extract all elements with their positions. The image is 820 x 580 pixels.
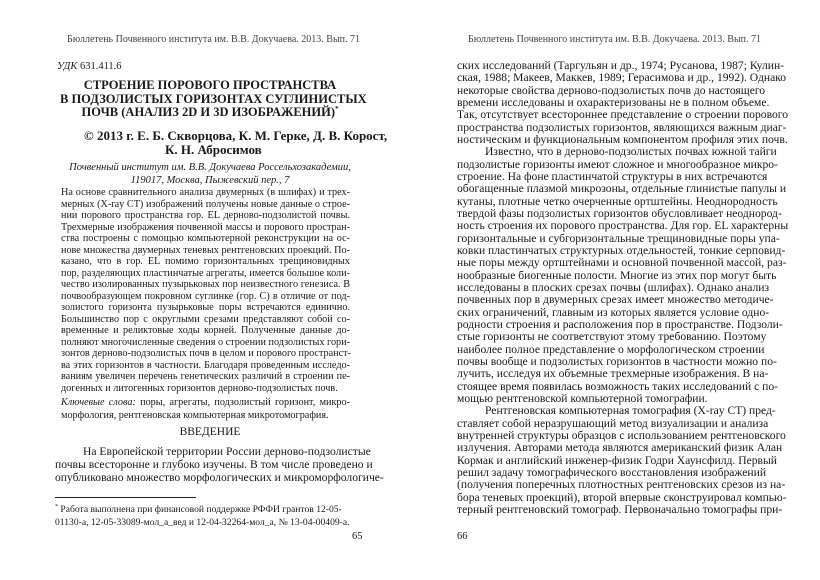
title-line bbox=[60, 105, 360, 120]
text-line: Кормак и английский инженер-физик Годри Хаунсфилд. Первый bbox=[457, 453, 778, 467]
udk-value: 631.411.6 bbox=[79, 61, 122, 72]
text-line: нообразные биогенные полости. Многие из этих пор могут быть bbox=[457, 268, 777, 282]
keywords-label: Ключевые слова: bbox=[61, 397, 136, 408]
text-line: ства построены с помощью компьютерной реконструкции на ос- bbox=[61, 233, 350, 244]
text-line: Большинство пор с округлыми срезами представляют собой со- bbox=[61, 313, 350, 325]
text-line: почвообразующем покровном суглинке (гор. С) в отличие от под- bbox=[61, 290, 350, 302]
text-line: почвы вообще и подзолистых горизонтов в частности можно по- bbox=[457, 354, 777, 368]
text-line: исследованы в плоских срезах почвы (шлифах). Однако анализ bbox=[457, 280, 770, 294]
text-line: стоящее время появилась возможность таких исследований с по- bbox=[457, 379, 779, 393]
text-line: пор, разделяющих пластинчатые агрегаты, имеется большое коли- bbox=[61, 267, 350, 279]
keywords-text: поры, агрегаты, подзолистый горизонт, микро- bbox=[140, 397, 350, 408]
footnote-marker: * bbox=[55, 504, 58, 510]
udk-label: УДК bbox=[57, 61, 78, 72]
page-number: 66 bbox=[457, 531, 468, 542]
section-heading: ВВЕДЕНИЕ bbox=[179, 426, 241, 438]
keywords-line bbox=[61, 397, 350, 408]
text-line: лучить, исследуя их объемные трехмерные изображения. В на- bbox=[457, 367, 769, 381]
running-header: Бюллетень Почвенного института им. В.В. Докучаева. 2013. Вып. 71 bbox=[67, 34, 361, 45]
title-line: В ПОДЗОЛИСТЫХ ГОРИЗОНТАХ СУГЛИНИСТЫХ bbox=[60, 92, 367, 106]
affiliation-line: 119017, Москва, Пыжевский пер., 7 bbox=[130, 175, 290, 186]
title-footnote-marker: * bbox=[335, 105, 339, 113]
text-line: Известно, что в дерново-подзолистых почвах южной тайги bbox=[485, 145, 777, 159]
text-line: зонтов дерново-подзолистых почв в целом и порового пространст- bbox=[61, 348, 351, 359]
title-text: ПОЧВ (АНАЛИЗ 2D И 3D ИЗОБРАЖЕНИЙ) bbox=[81, 105, 336, 120]
text-line: времени исследованы и охарактеризованы не в полном объеме. bbox=[457, 95, 770, 109]
text-line: ская, 1988; Макеев, Маккев, 1989; Герасимова и др., 1992). Однако bbox=[457, 71, 787, 85]
text-line: ные поры между ортштейнами и основной почвенной массой, раз- bbox=[457, 256, 787, 270]
text-line: наиболее полное представление о морфологическом строении bbox=[457, 342, 765, 356]
text-line: внутренней структуры образцов с использованием рентгеновского bbox=[457, 428, 786, 442]
text-line: полняют многочисленные сведения о строении подзолистых гори- bbox=[61, 336, 350, 348]
text-line: ских ограничений, главным из которых является условие одно- bbox=[457, 305, 770, 319]
text-line: опубликовано множество морфологических и микроморфологиче- bbox=[55, 471, 384, 484]
text-line: кутаны, плотные четко очерченные ортштейны. Неоднородность bbox=[457, 194, 778, 208]
text-line: почвы всесторонне и глубоко изучены. В том числе проведено и bbox=[55, 458, 373, 471]
text-line: ковки пластинчатых структурных отдельностей, тонкие серповид- bbox=[457, 243, 786, 257]
footnote-line bbox=[55, 504, 340, 515]
text-line: ских исследований (Таргульян и др., 1974; Русанова, 1987; Кулин- bbox=[457, 59, 785, 72]
text-line: чество изолированных пузырьковых пор неизвестного генезиса. В bbox=[61, 279, 350, 290]
footnote-line: 01130-а, 12-05-33089-мол_а_вед и 12-04-32264-мол_а, № 13-04-00409-а. bbox=[55, 517, 350, 528]
footnote-text: Работа выполнена при финансовой поддержке РФФИ грантов 12-05- bbox=[60, 504, 342, 516]
page-number: 65 bbox=[352, 531, 363, 542]
text-line: бора теневых проекций), второй впервые сконструировал компью- bbox=[457, 490, 787, 504]
authors-line: К. Н. Абросимов bbox=[165, 142, 262, 157]
text-line: ставляет собой неразрушающий метод визуализации и анализа bbox=[457, 416, 769, 430]
text-line: (получения поперечных плотностных рентгеновских срезов из на- bbox=[457, 478, 786, 492]
running-header: Бюллетень Почвенного института им. В.В. Докучаева. 2013. Вып. 71 bbox=[468, 34, 762, 45]
text-line: решил задачу томографического восстановления изображений bbox=[457, 465, 767, 479]
text-line: некоторые свойства дерново-подзолистых почв до настоящего bbox=[457, 83, 766, 97]
text-line: золистого горизонта пузырьковые поры встречаются единично. bbox=[61, 302, 350, 313]
authors-line: © 2013 г. Е. Б. Скворцова, К. М. Герке, Д. В. Корост, bbox=[84, 128, 388, 143]
text-line: Рентгеновская компьютерная томография (X-ray CT) пред- bbox=[485, 404, 776, 418]
text-line: родности строения и расположения пор в пространстве. Подзоли- bbox=[457, 317, 783, 331]
udk bbox=[57, 61, 122, 72]
text-line: мерных (X-ray CT) изображений получены новые данные о строе- bbox=[61, 198, 350, 210]
text-line: Так, отсутствует всестороннее представление о строении порового bbox=[457, 108, 789, 122]
text-line: Трехмерные изображения почвенной массы и порового простран- bbox=[61, 221, 350, 233]
text-line: казано, что в гор. EL помимо горизонтальных трещиновидных bbox=[61, 256, 350, 267]
text-line: терный рентгеновский томограф. Первоначально томографы при- bbox=[457, 502, 783, 516]
text-line: твердой фазы подзолистых горизонтов обусловливает неоднород- bbox=[457, 206, 782, 220]
text-line: подзолистые горизонты имеют сложное и многообразное микро- bbox=[457, 157, 778, 171]
text-line: обогащенные плазмой микрозоны, отдельные глинистые папулы и bbox=[457, 182, 787, 196]
footnote-divider bbox=[55, 497, 196, 498]
text-line: излучения. Авторами метода являются американский физик Алан bbox=[457, 441, 783, 455]
text-line: нии порового пространства гор. EL дерново-подзолистой почвы. bbox=[61, 210, 350, 221]
affiliation-line: Почвенный институт им. В.В. Докучаева Россельхозакадемии, bbox=[69, 162, 351, 173]
text-line: стые горизонты не соответствуют этому требованию. Поэтому bbox=[457, 330, 767, 344]
text-line: мощью рентгеновской компьютерной томографии. bbox=[457, 391, 708, 405]
text-line: почвенных пор в двумерных срезах имеет множество методиче- bbox=[457, 293, 774, 307]
text-line: пространства подзолистых горизонтов, являющихся важным диаг- bbox=[457, 120, 787, 134]
text-line: горизонтальные и субгоризонтальные трещиновидные поры упа- bbox=[457, 231, 780, 245]
text-line: ность строения их порового пространства. Для гор. EL характерны bbox=[457, 219, 789, 233]
text-line: На Европейской территории России дерново-подзолистые bbox=[83, 445, 371, 458]
text-line: На основе сравнительного анализа двумерных (в шлифах) и трех- bbox=[61, 187, 350, 198]
text-line: ва этих горизонтов в частности. Благодаря проведенным исследо- bbox=[61, 359, 350, 371]
text-line: временные и реликтовые ходы корней. Полученные данные до- bbox=[61, 325, 350, 336]
text-line: строение. На фоне пластинчатой структуры в них встречаются bbox=[457, 169, 768, 183]
title-line: СТРОЕНИЕ ПОРОВОГО ПРОСТРАНСТВА bbox=[83, 78, 337, 92]
text-line: ваниям увеличен перечень генетических различий в строении пе- bbox=[61, 371, 350, 382]
keywords-line: морфология, рентгеновская компьютерная микротомография. bbox=[61, 410, 329, 421]
text-line: ностическим и функциональным компонентом профиля этих почв. bbox=[457, 132, 788, 146]
text-line: нове множества двумерных теневых рентгеновских проекций. По- bbox=[61, 244, 350, 256]
text-line: догенных и литогенных горизонтов дерново-подзолистых почв. bbox=[61, 382, 338, 394]
